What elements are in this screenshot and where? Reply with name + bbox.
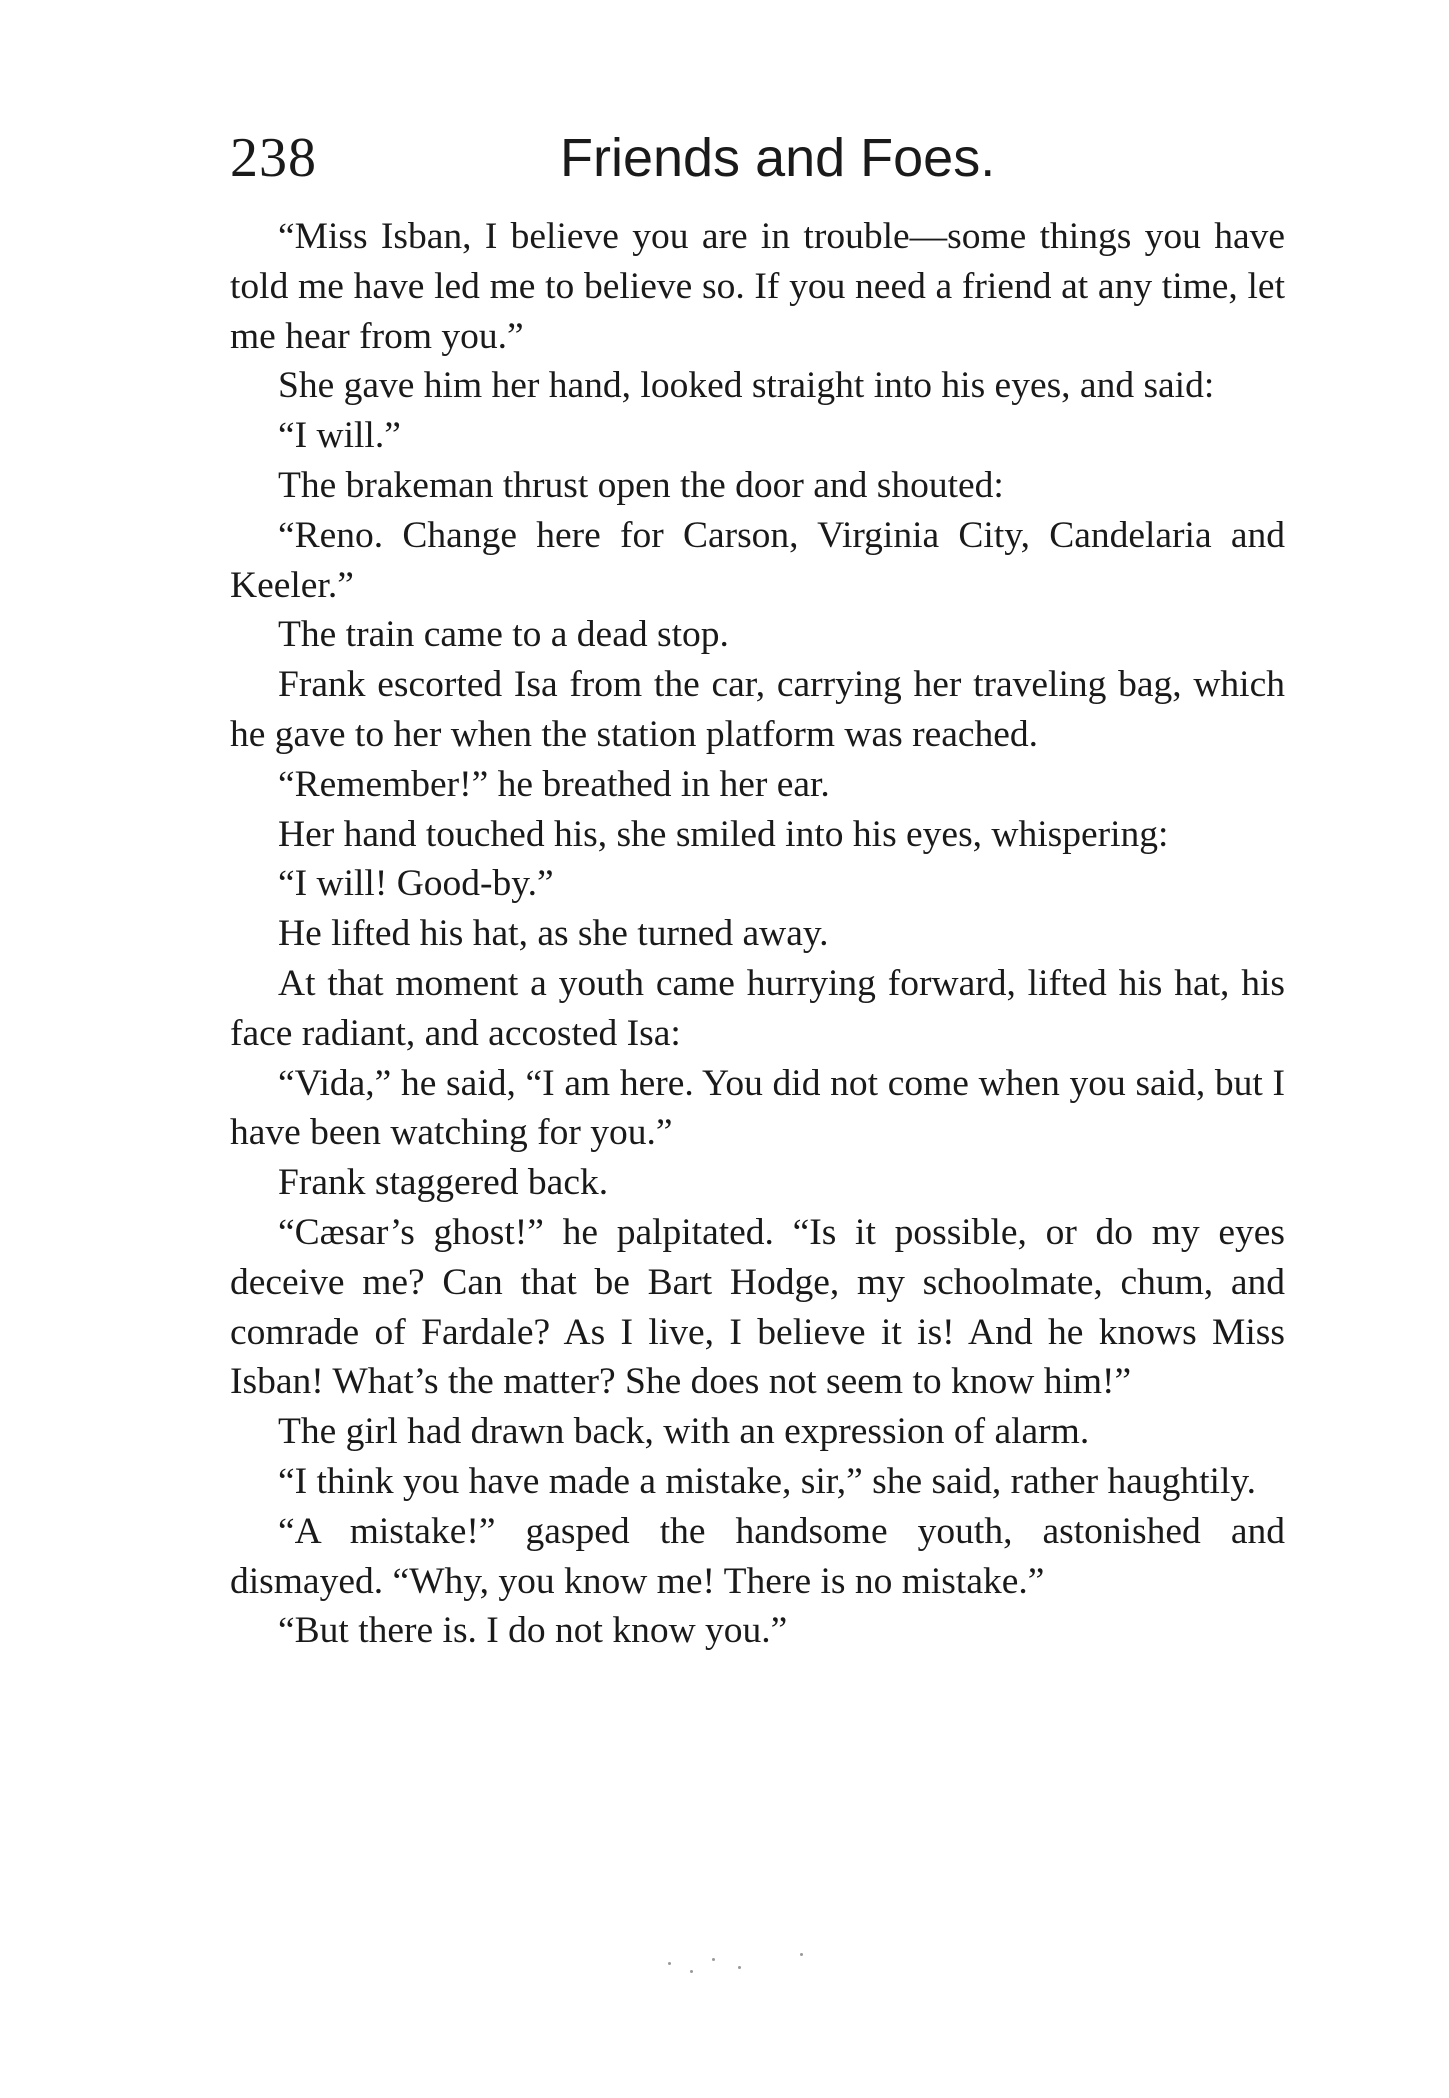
paragraph: At that moment a youth came hurrying forward, lifted his hat, his face radiant, and accosted Isa:: [230, 962, 1285, 1054]
paragraph: “I will! Good-by.”: [278, 863, 554, 905]
scan-speck: [712, 1958, 715, 1961]
page-header: [230, 118, 1285, 198]
paragraph: Frank escorted Isa from the car, carrying her traveling bag, which he gave to her when the station platform was reached.: [230, 664, 1285, 755]
paragraph: “Cæsar’s ghost!” he palpitated. “Is it possible, or do my eyes deceive me? Can that be Bart Hodge, my schoolmate, chum, and comrade of Fardale? As I live, I believe it is! And he knows Miss Isban! What’s the matter? She does not seem to know him!”: [230, 1211, 1285, 1403]
paragraph: “A mistake!” gasped the handsome youth, astonished and dismayed. “Why, you know me! There is no mistake.”: [230, 1510, 1285, 1602]
page-number: 238: [230, 127, 317, 189]
scan-speck: [738, 1966, 741, 1969]
paragraph: “But there is. I do not know you.”: [278, 1610, 788, 1652]
paragraph: The brakeman thrust open the door and shouted:: [278, 464, 1004, 506]
body-text: [230, 212, 1285, 1656]
scan-speck: [668, 1962, 671, 1965]
paragraph: “Vida,” he said, “I am here. You did not come when you said, but I have been watching for you.”: [230, 1062, 1285, 1154]
scan-speck: [690, 1970, 693, 1973]
paragraph: She gave him her hand, looked straight into his eyes, and said:: [278, 365, 1215, 407]
paragraph: “I will.”: [278, 415, 401, 457]
paragraph: “Reno. Change here for Carson, Virginia City, Candelaria and Keeler.”: [230, 514, 1285, 606]
paragraph: He lifted his hat, as she turned away.: [278, 913, 829, 955]
paragraph: The girl had drawn back, with an expression of alarm.: [278, 1411, 1090, 1453]
running-title: Friends and Foes.: [560, 128, 996, 188]
scan-speck: [800, 1953, 803, 1956]
paragraph: Frank staggered back.: [278, 1162, 609, 1204]
paragraph: “Miss Isban, I believe you are in trouble—some things you have told me have led me to believe so. If you need a friend at any time, let me hear from you.”: [230, 216, 1285, 357]
paragraph: “Remember!” he breathed in her ear.: [278, 763, 830, 805]
paragraph: “I think you have made a mistake, sir,” she said, rather haughtily.: [278, 1460, 1257, 1502]
paragraph: The train came to a dead stop.: [278, 614, 729, 656]
paragraph: Her hand touched his, she smiled into his eyes, whispering:: [278, 813, 1169, 855]
